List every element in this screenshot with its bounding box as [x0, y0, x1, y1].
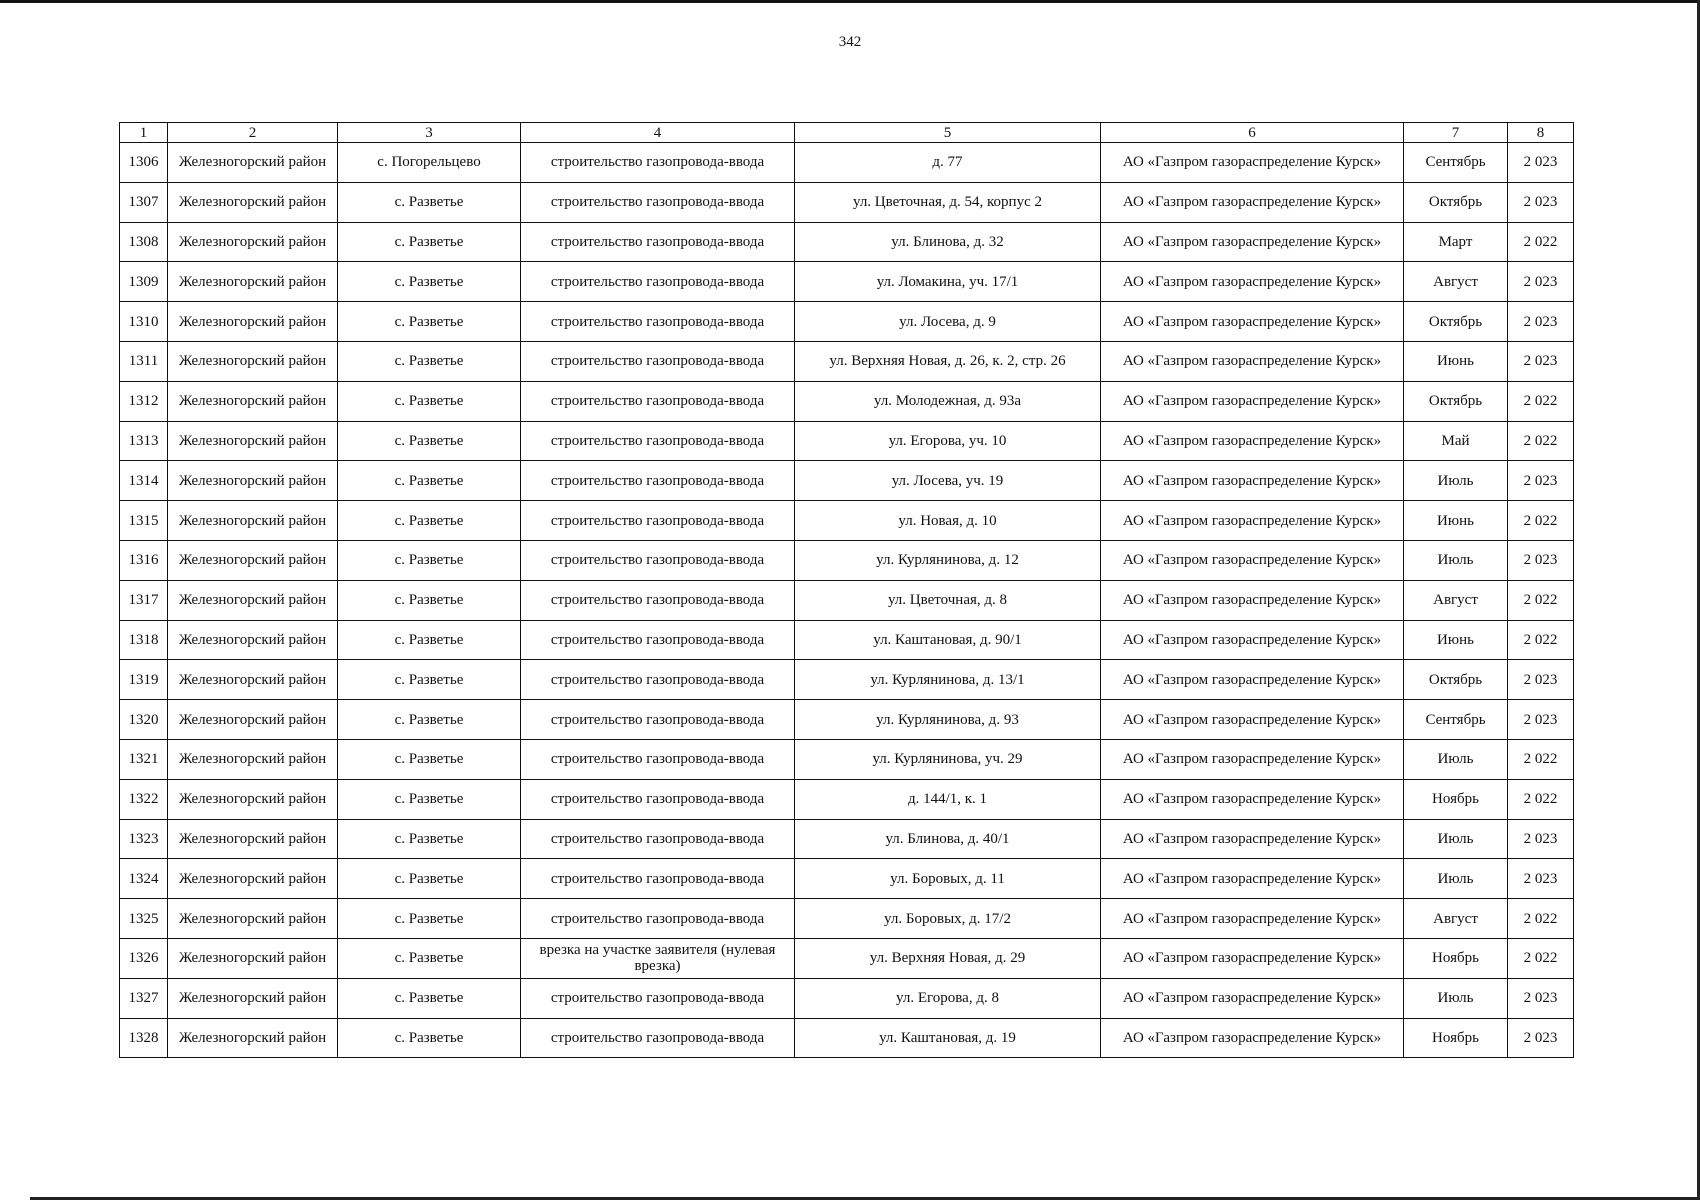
address-cell: ул. Боровых, д. 17/2: [795, 899, 1101, 939]
row-number-cell: 1327: [120, 978, 168, 1018]
table-row: [120, 182, 1574, 222]
month-cell: Июль: [1404, 978, 1508, 1018]
settlement-name-cell: с. Разветье: [338, 501, 521, 541]
year-cell: 2 023: [1508, 302, 1574, 342]
row-number-cell: 1308: [120, 222, 168, 262]
page-number: 342: [838, 34, 862, 50]
column-header-6: 6: [1101, 123, 1404, 143]
column-header-7: 7: [1404, 123, 1508, 143]
work-type-cell: строительство газопровода-ввода: [521, 580, 795, 620]
table-row: [120, 779, 1574, 819]
address-cell: ул. Верхняя Новая, д. 29: [795, 938, 1101, 978]
work-type-cell: строительство газопровода-ввода: [521, 620, 795, 660]
district-name-cell: Железногорский район: [168, 859, 338, 899]
month-cell: Июнь: [1404, 620, 1508, 660]
row-number-cell: 1315: [120, 501, 168, 541]
district-name-cell: Железногорский район: [168, 580, 338, 620]
table-row: [120, 262, 1574, 302]
year-cell: 2 022: [1508, 779, 1574, 819]
settlement-name-cell: с. Разветье: [338, 302, 521, 342]
district-name-cell: Железногорский район: [168, 540, 338, 580]
settlement-name-cell: с. Погорельцево: [338, 143, 521, 183]
table-row: [120, 580, 1574, 620]
year-cell: 2 023: [1508, 540, 1574, 580]
row-number-cell: 1309: [120, 262, 168, 302]
organization-cell: АО «Газпром газораспределение Курск»: [1101, 739, 1404, 779]
settlement-name-cell: с. Разветье: [338, 540, 521, 580]
organization-cell: АО «Газпром газораспределение Курск»: [1101, 262, 1404, 302]
settlement-name-cell: с. Разветье: [338, 938, 521, 978]
address-cell: ул. Боровых, д. 11: [795, 859, 1101, 899]
work-type-cell: строительство газопровода-ввода: [521, 859, 795, 899]
settlement-name-cell: с. Разветье: [338, 182, 521, 222]
settlement-name-cell: с. Разветье: [338, 899, 521, 939]
district-name-cell: Железногорский район: [168, 381, 338, 421]
year-cell: 2 022: [1508, 222, 1574, 262]
year-cell: 2 022: [1508, 421, 1574, 461]
district-name-cell: Железногорский район: [168, 143, 338, 183]
work-type-cell: строительство газопровода-ввода: [521, 739, 795, 779]
address-cell: ул. Курлянинова, уч. 29: [795, 739, 1101, 779]
month-cell: Сентябрь: [1404, 700, 1508, 740]
settlement-name-cell: с. Разветье: [338, 819, 521, 859]
table-row: [120, 381, 1574, 421]
row-number-cell: 1320: [120, 700, 168, 740]
work-type-cell: строительство газопровода-ввода: [521, 819, 795, 859]
year-cell: 2 023: [1508, 262, 1574, 302]
organization-cell: АО «Газпром газораспределение Курск»: [1101, 1018, 1404, 1058]
district-name-cell: Железногорский район: [168, 620, 338, 660]
organization-cell: АО «Газпром газораспределение Курск»: [1101, 302, 1404, 342]
month-cell: Июль: [1404, 461, 1508, 501]
organization-cell: АО «Газпром газораспределение Курск»: [1101, 859, 1404, 899]
month-cell: Июль: [1404, 819, 1508, 859]
work-type-cell: строительство газопровода-ввода: [521, 381, 795, 421]
table-row: [120, 222, 1574, 262]
district-name-cell: Железногорский район: [168, 779, 338, 819]
district-name-cell: Железногорский район: [168, 1018, 338, 1058]
organization-cell: АО «Газпром газораспределение Курск»: [1101, 779, 1404, 819]
month-cell: Август: [1404, 262, 1508, 302]
address-cell: ул. Курлянинова, д. 93: [795, 700, 1101, 740]
settlement-name-cell: с. Разветье: [338, 381, 521, 421]
month-cell: Август: [1404, 899, 1508, 939]
gasification-schedule-table: [119, 122, 1574, 1058]
organization-cell: АО «Газпром газораспределение Курск»: [1101, 501, 1404, 541]
table-row: [120, 700, 1574, 740]
organization-cell: АО «Газпром газораспределение Курск»: [1101, 580, 1404, 620]
organization-cell: АО «Газпром газораспределение Курск»: [1101, 222, 1404, 262]
month-cell: Ноябрь: [1404, 1018, 1508, 1058]
district-name-cell: Железногорский район: [168, 421, 338, 461]
work-type-cell: строительство газопровода-ввода: [521, 302, 795, 342]
work-type-cell: врезка на участке заявителя (нулевая врезка): [521, 938, 795, 978]
district-name-cell: Железногорский район: [168, 700, 338, 740]
settlement-name-cell: с. Разветье: [338, 700, 521, 740]
work-type-cell: строительство газопровода-ввода: [521, 182, 795, 222]
table-row: [120, 461, 1574, 501]
row-number-cell: 1307: [120, 182, 168, 222]
table-row: [120, 620, 1574, 660]
address-cell: ул. Новая, д. 10: [795, 501, 1101, 541]
row-number-cell: 1306: [120, 143, 168, 183]
address-cell: ул. Верхняя Новая, д. 26, к. 2, стр. 26: [795, 341, 1101, 381]
organization-cell: АО «Газпром газораспределение Курск»: [1101, 819, 1404, 859]
month-cell: Июль: [1404, 859, 1508, 899]
work-type-cell: строительство газопровода-ввода: [521, 222, 795, 262]
row-number-cell: 1317: [120, 580, 168, 620]
work-type-cell: строительство газопровода-ввода: [521, 700, 795, 740]
settlement-name-cell: с. Разветье: [338, 739, 521, 779]
row-number-cell: 1313: [120, 421, 168, 461]
row-number-cell: 1321: [120, 739, 168, 779]
organization-cell: АО «Газпром газораспределение Курск»: [1101, 938, 1404, 978]
district-name-cell: Железногорский район: [168, 660, 338, 700]
settlement-name-cell: с. Разветье: [338, 421, 521, 461]
row-number-cell: 1310: [120, 302, 168, 342]
organization-cell: АО «Газпром газораспределение Курск»: [1101, 341, 1404, 381]
table-row: [120, 660, 1574, 700]
year-cell: 2 023: [1508, 978, 1574, 1018]
table-row: [120, 302, 1574, 342]
year-cell: 2 023: [1508, 341, 1574, 381]
year-cell: 2 023: [1508, 859, 1574, 899]
work-type-cell: строительство газопровода-ввода: [521, 341, 795, 381]
address-cell: ул. Цветочная, д. 8: [795, 580, 1101, 620]
district-name-cell: Железногорский район: [168, 302, 338, 342]
column-header-5: 5: [795, 123, 1101, 143]
table-row: [120, 859, 1574, 899]
year-cell: 2 023: [1508, 660, 1574, 700]
organization-cell: АО «Газпром газораспределение Курск»: [1101, 143, 1404, 183]
table-row: [120, 540, 1574, 580]
row-number-cell: 1318: [120, 620, 168, 660]
table-row: [120, 899, 1574, 939]
year-cell: 2 022: [1508, 899, 1574, 939]
settlement-name-cell: с. Разветье: [338, 779, 521, 819]
organization-cell: АО «Газпром газораспределение Курск»: [1101, 421, 1404, 461]
settlement-name-cell: с. Разветье: [338, 341, 521, 381]
district-name-cell: Железногорский район: [168, 341, 338, 381]
work-type-cell: строительство газопровода-ввода: [521, 262, 795, 302]
table-row: [120, 341, 1574, 381]
district-name-cell: Железногорский район: [168, 938, 338, 978]
work-type-cell: строительство газопровода-ввода: [521, 421, 795, 461]
month-cell: Июль: [1404, 540, 1508, 580]
table-row: [120, 739, 1574, 779]
address-cell: ул. Цветочная, д. 54, корпус 2: [795, 182, 1101, 222]
year-cell: 2 022: [1508, 381, 1574, 421]
row-number-cell: 1314: [120, 461, 168, 501]
organization-cell: АО «Газпром газораспределение Курск»: [1101, 620, 1404, 660]
organization-cell: АО «Газпром газораспределение Курск»: [1101, 660, 1404, 700]
address-cell: д. 77: [795, 143, 1101, 183]
row-number-cell: 1312: [120, 381, 168, 421]
settlement-name-cell: с. Разветье: [338, 580, 521, 620]
district-name-cell: Железногорский район: [168, 501, 338, 541]
work-type-cell: строительство газопровода-ввода: [521, 779, 795, 819]
organization-cell: АО «Газпром газораспределение Курск»: [1101, 899, 1404, 939]
row-number-cell: 1322: [120, 779, 168, 819]
settlement-name-cell: с. Разветье: [338, 222, 521, 262]
work-type-cell: строительство газопровода-ввода: [521, 143, 795, 183]
row-number-cell: 1316: [120, 540, 168, 580]
month-cell: Май: [1404, 421, 1508, 461]
row-number-cell: 1325: [120, 899, 168, 939]
settlement-name-cell: с. Разветье: [338, 620, 521, 660]
address-cell: ул. Курлянинова, д. 12: [795, 540, 1101, 580]
district-name-cell: Железногорский район: [168, 819, 338, 859]
row-number-cell: 1319: [120, 660, 168, 700]
month-cell: Июль: [1404, 739, 1508, 779]
column-header-4: 4: [521, 123, 795, 143]
table-row: [120, 978, 1574, 1018]
month-cell: Октябрь: [1404, 302, 1508, 342]
address-cell: ул. Каштановая, д. 19: [795, 1018, 1101, 1058]
settlement-name-cell: с. Разветье: [338, 859, 521, 899]
district-name-cell: Железногорский район: [168, 739, 338, 779]
header-row: [120, 123, 1574, 143]
address-cell: ул. Молодежная, д. 93а: [795, 381, 1101, 421]
table-row: [120, 143, 1574, 183]
table-header: [120, 123, 1574, 143]
month-cell: Июнь: [1404, 341, 1508, 381]
district-name-cell: Железногорский район: [168, 899, 338, 939]
district-name-cell: Железногорский район: [168, 182, 338, 222]
year-cell: 2 022: [1508, 938, 1574, 978]
table-row: [120, 938, 1574, 978]
month-cell: Ноябрь: [1404, 938, 1508, 978]
organization-cell: АО «Газпром газораспределение Курск»: [1101, 381, 1404, 421]
organization-cell: АО «Газпром газораспределение Курск»: [1101, 540, 1404, 580]
address-cell: ул. Ломакина, уч. 17/1: [795, 262, 1101, 302]
row-number-cell: 1323: [120, 819, 168, 859]
column-header-3: 3: [338, 123, 521, 143]
column-header-8: 8: [1508, 123, 1574, 143]
work-type-cell: строительство газопровода-ввода: [521, 978, 795, 1018]
year-cell: 2 023: [1508, 700, 1574, 740]
settlement-name-cell: с. Разветье: [338, 461, 521, 501]
scan-edge-top: [0, 0, 1700, 3]
month-cell: Октябрь: [1404, 381, 1508, 421]
month-cell: Март: [1404, 222, 1508, 262]
row-number-cell: 1311: [120, 341, 168, 381]
month-cell: Октябрь: [1404, 182, 1508, 222]
work-type-cell: строительство газопровода-ввода: [521, 461, 795, 501]
settlement-name-cell: с. Разветье: [338, 262, 521, 302]
year-cell: 2 023: [1508, 461, 1574, 501]
address-cell: ул. Лосева, д. 9: [795, 302, 1101, 342]
address-cell: ул. Лосева, уч. 19: [795, 461, 1101, 501]
work-type-cell: строительство газопровода-ввода: [521, 660, 795, 700]
table-body: [120, 143, 1574, 1058]
month-cell: Октябрь: [1404, 660, 1508, 700]
district-name-cell: Железногорский район: [168, 978, 338, 1018]
year-cell: 2 023: [1508, 182, 1574, 222]
table-row: [120, 1018, 1574, 1058]
table-container: [119, 122, 1574, 1058]
settlement-name-cell: с. Разветье: [338, 978, 521, 1018]
address-cell: ул. Егорова, уч. 10: [795, 421, 1101, 461]
address-cell: ул. Каштановая, д. 90/1: [795, 620, 1101, 660]
address-cell: ул. Курлянинова, д. 13/1: [795, 660, 1101, 700]
row-number-cell: 1326: [120, 938, 168, 978]
address-cell: ул. Блинова, д. 40/1: [795, 819, 1101, 859]
district-name-cell: Железногорский район: [168, 461, 338, 501]
district-name-cell: Железногорский район: [168, 262, 338, 302]
address-cell: ул. Блинова, д. 32: [795, 222, 1101, 262]
table-row: [120, 819, 1574, 859]
month-cell: Июнь: [1404, 501, 1508, 541]
year-cell: 2 022: [1508, 580, 1574, 620]
year-cell: 2 023: [1508, 1018, 1574, 1058]
row-number-cell: 1328: [120, 1018, 168, 1058]
work-type-cell: строительство газопровода-ввода: [521, 899, 795, 939]
month-cell: Сентябрь: [1404, 143, 1508, 183]
year-cell: 2 022: [1508, 739, 1574, 779]
year-cell: 2 022: [1508, 620, 1574, 660]
work-type-cell: строительство газопровода-ввода: [521, 1018, 795, 1058]
year-cell: 2 022: [1508, 501, 1574, 541]
work-type-cell: строительство газопровода-ввода: [521, 540, 795, 580]
year-cell: 2 023: [1508, 143, 1574, 183]
table-row: [120, 501, 1574, 541]
month-cell: Август: [1404, 580, 1508, 620]
month-cell: Ноябрь: [1404, 779, 1508, 819]
district-name-cell: Железногорский район: [168, 222, 338, 262]
organization-cell: АО «Газпром газораспределение Курск»: [1101, 461, 1404, 501]
address-cell: ул. Егорова, д. 8: [795, 978, 1101, 1018]
row-number-cell: 1324: [120, 859, 168, 899]
table-row: [120, 421, 1574, 461]
organization-cell: АО «Газпром газораспределение Курск»: [1101, 182, 1404, 222]
column-header-1: 1: [120, 123, 168, 143]
year-cell: 2 023: [1508, 819, 1574, 859]
address-cell: д. 144/1, к. 1: [795, 779, 1101, 819]
work-type-cell: строительство газопровода-ввода: [521, 501, 795, 541]
settlement-name-cell: с. Разветье: [338, 660, 521, 700]
organization-cell: АО «Газпром газораспределение Курск»: [1101, 978, 1404, 1018]
organization-cell: АО «Газпром газораспределение Курск»: [1101, 700, 1404, 740]
settlement-name-cell: с. Разветье: [338, 1018, 521, 1058]
column-header-2: 2: [168, 123, 338, 143]
